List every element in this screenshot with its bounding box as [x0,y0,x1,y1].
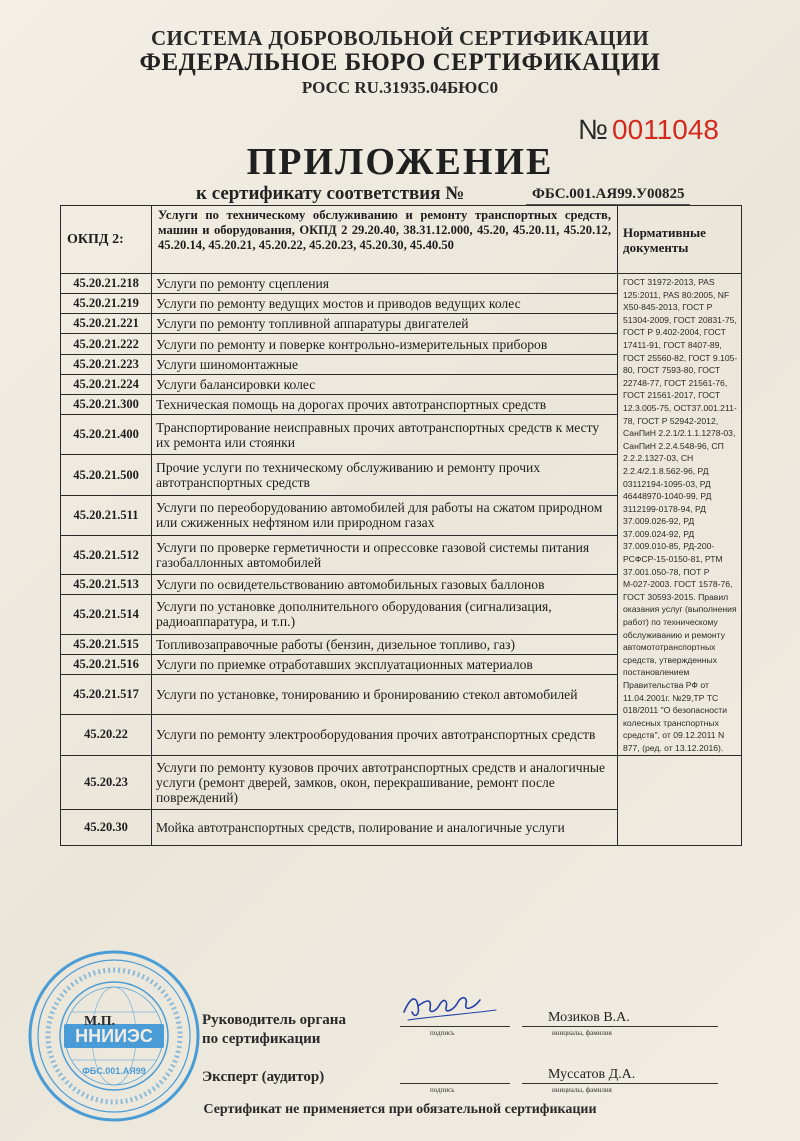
service-description-cell: Услуги шиномонтажные [152,354,618,374]
stamp-center-text: ННИИЭС [75,1026,153,1046]
header-bureau-name: ФЕДЕРАЛЬНОЕ БЮРО СЕРТИФИКАЦИИ [139,49,661,76]
footer-note: Сертификат не применяется при обязательной сертификации [203,1102,597,1117]
head-name-line [522,1026,718,1027]
serial-value: 0011048 [612,114,719,145]
head-of-body-label-line1: Руководитель органа [202,1012,346,1028]
service-description-cell: Услуги по переоборудованию автомобилей для работы на сжатом природном или сжиженных нефтяном или природном газах [152,495,618,535]
service-description-cell: Услуги по проверке герметичности и опрессовке газовой системы питания газобаллонных автомобилей [152,536,618,575]
service-description-cell: Услуги по ремонту электрооборудования прочих автотранспортных средств [152,715,618,755]
head-name-caption: инициалы, фамилия [552,1029,612,1037]
page-title: ПРИЛОЖЕНИЕ [246,141,554,183]
certificate-number: ФБС.001.АЯ99.У00825 [526,186,690,205]
okpd-code-cell: 45.20.21.517 [61,674,152,714]
service-description-cell: Услуги балансировки колес [152,374,618,394]
expert-signature-line [400,1083,510,1084]
table-header-row [61,206,742,274]
okpd-code-cell: 45.20.21.224 [61,374,152,394]
service-description-cell: Услуги по ремонту кузовов прочих автотранспортных средств и аналогичные услуги (ремонт дверей, замков, окон, перекрашивание, ремонт после повреждений) [152,755,618,809]
okpd-code-cell: 45.20.21.300 [61,394,152,414]
col-okpd-header: ОКПД 2: [61,206,152,274]
col-normative-header: Нормативные документы [618,206,742,274]
service-description-cell: Услуги по приемке отработавших эксплуатационных материалов [152,654,618,674]
okpd-code-cell: 45.20.22 [61,715,152,755]
normative-empty-cell [618,755,742,845]
table-body [61,274,742,846]
okpd-code-cell: 45.20.21.512 [61,536,152,575]
page-subtitle: к сертификату соответствия № [196,183,465,204]
expert-name: Муссатов Д.А. [548,1067,636,1082]
head-signature-line [400,1026,510,1027]
okpd-code-cell: 45.20.21.400 [61,415,152,455]
okpd-code-cell: 45.20.21.218 [61,274,152,294]
okpd-code-cell: 45.20.21.513 [61,575,152,595]
header-system-name: СИСТЕМА ДОБРОВОЛЬНОЙ СЕРТИФИКАЦИИ [151,26,649,50]
handwritten-signature [396,984,506,1029]
okpd-code-cell: 45.20.21.514 [61,595,152,634]
okpd-code-cell: 45.20.30 [61,809,152,845]
expert-name-caption: инициалы, фамилия [552,1086,612,1094]
okpd-code-cell: 45.20.21.221 [61,314,152,334]
table-row [61,274,742,294]
okpd-code-cell: 45.20.21.515 [61,634,152,654]
service-description-cell: Услуги по ремонту ведущих мостов и приводов ведущих колес [152,294,618,314]
service-description-cell: Услуги по ремонту сцепления [152,274,618,294]
expert-name-line [522,1083,718,1084]
service-description-cell: Услуги по освидетельствованию автомобильных газовых баллонов [152,575,618,595]
seal-place-label: М.П. [84,1014,116,1029]
okpd-code-cell: 45.20.21.500 [61,455,152,495]
okpd-code-cell: 45.20.23 [61,755,152,809]
head-of-body-label-line2: по сертификации [202,1031,321,1047]
table-row [61,755,742,809]
normative-documents-cell: ГОСТ 31972-2013, PAS 125:2011, PAS 80:2005, NF X50-845-2013, ГОСТ Р 51304-2009, ГОСТ 20831-75, ГОСТ Р 9.402-2004, ГОСТ 17411-91, ГОСТ 8407-89, ГОСТ 25560-82, ГОСТ 9.105-80, ГОСТ 7593-80, ГОСТ 22748-77, ГОСТ 21561-76, ГОСТ 21561-2017, ГОСТ 12.3.005-75, ОСТ37.001.211-78, ГОСТ Р 52942-2012, СанПиН 2.2.1/2.1.1.1278-03, СанПиН 2.2.4.548-96, СП 2.2.2.1327-03, СН 2.2.4/2.1.8.562-96, РД 03112194-1095-03, РД 46448970-1040-99, РД 3112199-0178-94, РД 37.009.026-92, РД 37.009.024-92, РД 37.009.010-85, РД-200-РСФСР-15-0150-81, РТМ 37.001.050-78, ПОТ Р М-027-2003. ГОСТ 1578-76, ГОСТ 30593-2015. Правил оказания услуг (выполнения работ) по техническому обслуживанию и ремонту автомототранспортных средств, утвержденных постановлением Правительства РФ от 11.04.2001г. №29,ТР ТС 018/2011 "О безопасности колесных транспортных средств", от 09.12.2011 N 877, (ред. от 13.12.2016). [618,274,742,756]
service-description-cell: Услуги по ремонту и поверке контрольно-измерительных приборов [152,334,618,354]
serial-prefix: № [578,114,609,145]
expert-signature-caption: подпись [430,1086,455,1094]
head-name: Мозиков В.А. [548,1010,630,1025]
header-registration-code: РОСС RU.31935.04БЮС0 [301,78,499,97]
okpd-code-cell: 45.20.21.516 [61,654,152,674]
okpd-code-cell: 45.20.21.222 [61,334,152,354]
okpd-code-cell: 45.20.21.511 [61,495,152,535]
okpd-code-cell: 45.20.21.219 [61,294,152,314]
service-description-cell: Мойка автотранспортных средств, полирование и аналогичные услуги [152,809,618,845]
service-description-cell: Услуги по установке дополнительного оборудования (сигнализация, радиоаппаратура, и т.п.) [152,595,618,634]
stamp-code-text: ФБС.001.АЯ99 [82,1066,146,1076]
expert-label: Эксперт (аудитор) [202,1069,325,1085]
services-table [60,205,742,846]
service-description-cell: Транспортирование неисправных прочих автотранспортных средств к месту их ремонта или стоянки [152,415,618,455]
service-description-cell: Услуги по ремонту топливной аппаратуры двигателей [152,314,618,334]
col-services-header: Услуги по техническому обслуживанию и ремонту транспортных средств, машин и оборудования, ОКПД 2 29.20.40, 38.31.12.000, 45.20, 45.20.11, 45.20.12, 45.20.14, 45.20.21, 45.20.22, 45.20.23, 45.20.30, 45.40.50 [152,206,618,274]
service-description-cell: Услуги по установке, тонированию и бронированию стекол автомобилей [152,674,618,714]
service-description-cell: Техническая помощь на дорогах прочих автотранспортных средств [152,394,618,414]
okpd-code-cell: 45.20.21.223 [61,354,152,374]
service-description-cell: Топливозаправочные работы (бензин, дизельное топливо, газ) [152,634,618,654]
service-description-cell: Прочие услуги по техническому обслуживанию и ремонту прочих автотранспортных средств [152,455,618,495]
round-seal-stamp [24,946,204,1126]
head-signature-caption: подпись [430,1029,455,1037]
